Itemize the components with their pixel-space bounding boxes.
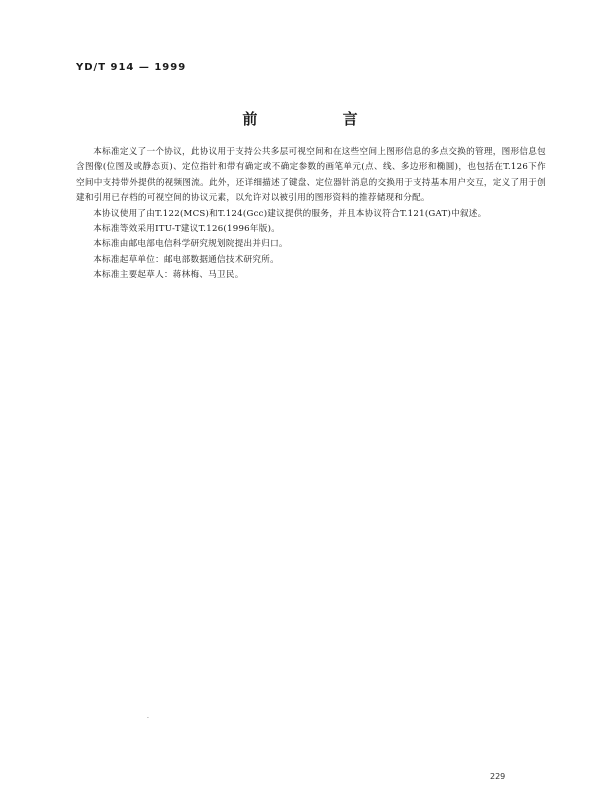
scan-mark: · <box>147 715 149 722</box>
page-title: 前 言 <box>242 110 398 128</box>
paragraph-5: 本标准起草单位：邮电部数据通信技术研究所。 <box>93 254 279 265</box>
standard-code: YD/T 914 — 1999 <box>76 62 187 73</box>
paragraph-2: 本协议使用了由T.122(MCS)和T.124(Gcc)建议提供的服务，并且本协议符合T.121(GAT)中叙述。 <box>93 208 487 219</box>
page-number: 229 <box>490 772 506 781</box>
paragraph-4: 本标准由邮电部电信科学研究规划院提出并归口。 <box>93 239 288 250</box>
paragraph-6: 本标准主要起草人：蒋林梅、马卫民。 <box>93 270 244 281</box>
paragraph-1: 本标准定义了一个协议，此协议用于支持公共多层可视空间和在这些空间上图形信息的多点交换的管理，图形信息包含图像(位图及或静态页)、定位指针和带有确定或不确定参数的画笔单元(点、线、多边形和椭圆)，也包括在T.126下作空间中支持带外提供的视频图流。此外，还详细描述了键盘、定位器针消息的交换用于支持基本用户交互，定义了用于创建和引用已存档的可视空间的协议元素，以允许对以被引用的图形资料的推荐储现和分配。 <box>76 147 546 204</box>
paragraph-3: 本标准等效采用ITU-T建议T.126(1996年版)。 <box>93 224 281 235</box>
preface-body <box>76 145 546 284</box>
